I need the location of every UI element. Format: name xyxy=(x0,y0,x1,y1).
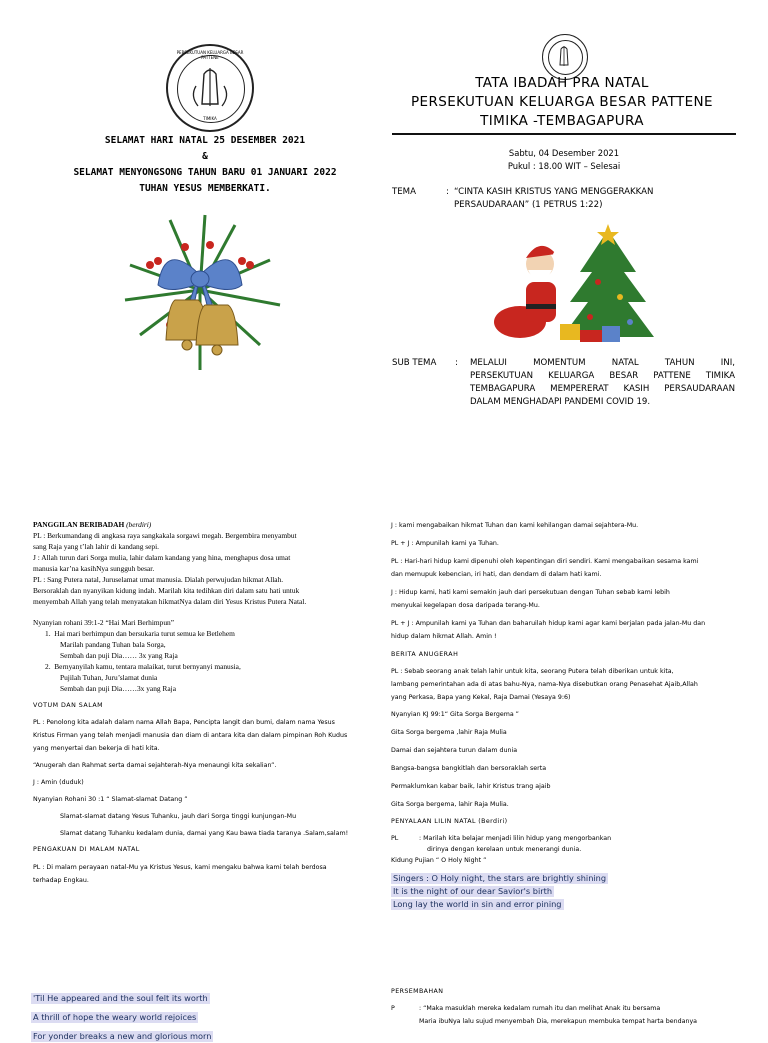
christmas-tree xyxy=(562,224,654,337)
right-column xyxy=(391,519,741,912)
confession-pl-j2-b: hidup dalam hikmat Allah. Amin ! xyxy=(391,633,497,640)
panggilan-section xyxy=(33,519,375,694)
votum-heading: VOTUM DAN SALAM xyxy=(33,702,104,709)
lilin-heading: PENYALAAN LILIN NATAL (Berdiri) xyxy=(391,818,508,825)
song-30-line-2: Slamat datang Tuhanku kedalam dunia, damai yang Kau bawa tiada taranya .Salam,salam! xyxy=(60,830,349,837)
pengakuan-heading: PENGAKUAN DI MALAM NATAL xyxy=(33,846,140,853)
berita-heading: BERITA ANUGERAH xyxy=(391,651,459,658)
subtema-label: SUB TEMA xyxy=(392,358,437,368)
lilin-pl xyxy=(391,832,741,845)
confession-j2-a: J : Hidup kami, hati kami semakin jauh dari persekutuan dengan Tuhan sebab kami lebih xyxy=(391,589,670,596)
lilin-line-a: : Marilah kita belajar menjadi lilin hidup yang mengorbankan xyxy=(419,835,612,842)
votum-pl-a: PL : Penolong kita adalah dalam nama Allah Bapa, Pencipta langit dan bumi, dalam nama Yesus xyxy=(33,719,335,726)
logo-emblem-small xyxy=(543,35,586,78)
panggilan-j1b: manusia kar’na kasihNya sungguh besar. xyxy=(33,564,155,573)
berita-line-a: PL : Sebab seorang anak telah lahir untuk kita, seorang Putera telah diberikan untuk kita, xyxy=(391,668,674,675)
lilin-pl-label: PL xyxy=(391,835,399,842)
song-30-title: Nyanyian Rohani 30 :1 “ Slamat-slamat Datang ” xyxy=(33,796,188,803)
verse2-line-c: Sembah dan puji Dia……3x yang Raja xyxy=(60,684,176,693)
greeting-blessing: TUHAN YESUS MEMBERKATI. xyxy=(139,183,271,194)
tema-line-2: PERSAUDARAAN” (1 PETRUS 1:22) xyxy=(454,200,603,210)
berita-line-b: lambang pemerintahan ada di atas bahu-Nya, nama-Nya disebutkan orang Penasehat Ajaib,Allah xyxy=(391,681,698,688)
logo-ring-text: PERSEKUTUAN KELUARGA BESAR PATTENE xyxy=(176,50,244,60)
golden-bells xyxy=(166,300,238,355)
subtema-colon: : xyxy=(455,358,458,368)
title-line-2: PERSEKUTUAN KELUARGA BESAR PATTENE xyxy=(411,94,713,110)
confession-pl2-a: PL : Hari-hari hidup kami dipenuhi oleh kepentingan diri sendiri. Kami mengabaikan sesama kami xyxy=(391,558,699,565)
o-holy-night-line-3: Long lay the world in sin and error pining xyxy=(393,899,562,909)
santa-tree-illustration xyxy=(490,222,655,350)
tema-colon: : xyxy=(446,187,449,197)
subtema-text xyxy=(470,357,735,409)
panggilan-pl1a: PL : Berkumandang di angkasa raya sangkakala sorgawi megah. Bergembira menyambut xyxy=(33,531,297,540)
verse1-line-c: Sembah dan puji Dia…… 3x yang Raja xyxy=(60,651,178,660)
o-holy-night-line-2: It is the night of our dear Savior's birth xyxy=(393,886,553,896)
kj99-line-5: Gita Sorga bergema, lahir Raja Mulia. xyxy=(391,801,509,808)
kj99-title: Nyanyian KJ 99:1“ Gita Sorga Bergema ” xyxy=(391,711,519,718)
greeting-new-year: SELAMAT MENYONGSONG TAHUN BARU 01 JANUARI 2022 xyxy=(73,167,337,178)
subtema-line-3: TEMBAGAPURA MEMPERERAT KASIH PERSAUDARAAN xyxy=(470,384,735,394)
persembahan-p: P xyxy=(391,1005,395,1012)
tema-label: TEMA xyxy=(392,187,416,197)
title-line-3: TIMIKA -TEMBAGAPURA xyxy=(480,113,644,129)
logo-bottom-text: TIMIKA xyxy=(203,116,217,121)
tema-text xyxy=(454,186,744,212)
song-39-title: Nyanyian rohani 39:1-2 “Hai Mari Berhimpun” xyxy=(33,618,174,627)
votum-pl-c: yang menyertai dan bekerja di hati kita. xyxy=(33,745,160,752)
bottom-left-lyrics xyxy=(31,986,331,1043)
kj99-line-3: Bangsa-bangsa bangkitlah dan bersoraklah serta xyxy=(391,765,547,772)
verse2-line-b: Pujilah Tuhan, Juru’slamat dunia xyxy=(60,673,158,682)
lyric-line-6: For yonder breaks a new and glorious morn xyxy=(33,1031,212,1041)
pattene-logo-left xyxy=(166,44,254,132)
song-39-verse-2: 2. Bernyanyilah kamu, tentara malaikat, turut bernyanyi manusia, Pujilah Tuhan, Juru’slamat dunia Sembah dan puji Dia……3x yang Raja xyxy=(33,661,375,694)
votum-pl-b: Kristus Firman yang telah menjadi manusia dan diam di antara kita dan dalam pimpinan Roh Kudus xyxy=(33,732,348,739)
pine-branches xyxy=(125,215,280,370)
panggilan-pl1b: sang Raja yang t’lah lahir di kandang sepi. xyxy=(33,542,160,551)
votum-anugerah: “Anugerah dan Rahmat serta damai sejahterah-Nya menaungi kita sekalian”. xyxy=(33,762,277,769)
lilin-line-b: dirinya dengan kerelaan untuk menerangi dunia. xyxy=(427,846,582,853)
panggilan-heading: PANGGILAN BERIBADAH (berdiri) xyxy=(33,520,152,529)
pengakuan-section xyxy=(33,843,378,887)
confession-j1: J : kami mengabaikan hikmat Tuhan dan kami kehilangan damai sejahtera-Mu. xyxy=(391,522,639,529)
panggilan-note: (berdiri) xyxy=(126,520,152,529)
confession-pl-j1: PL + J : Ampunilah kami ya Tuhan. xyxy=(391,540,499,547)
greeting-ampersand: & xyxy=(202,151,208,162)
service-datetime xyxy=(392,147,736,173)
song-30-line-1: Slamat-slamat datang Yesus Tuhanku, jauh dari Sorga tinggi kunjungan-Mu xyxy=(60,813,297,820)
santa-claus xyxy=(494,246,561,338)
confession-j2-b: menyukai kegelapan dosa daripada terang-Mu. xyxy=(391,602,540,609)
panggilan-pl2c: menyembah Allah yang telah menyatakan hikmatNya dalam diri Yesus Kristus Putera Natal. xyxy=(33,597,307,606)
pengakuan-pl-b: terhadap Engkau. xyxy=(33,877,89,884)
greeting-christmas: SELAMAT HARI NATAL 25 DESEMBER 2021 xyxy=(104,135,306,146)
o-holy-night-line-1: Singers : O Holy night, the stars are brightly shining xyxy=(393,873,607,883)
verse1-line-b: Marilah pandang Tuhan bala Sorga, xyxy=(60,640,166,649)
kj99-line-4: Permaklumkan kabar baik, lahir Kristus trang ajaib xyxy=(391,783,551,790)
kidung-title: Kidung Pujian “ O Holy Night ” xyxy=(391,857,487,864)
confession-pl2-b: dan memupuk kebencian, iri hati, dan dendam di dalam hati kami. xyxy=(391,571,602,578)
subtema-line-4: DALAM MENGHADAPI PANDEMI COVID 19. xyxy=(470,397,651,407)
panggilan-pl2a: PL : Sang Putera natal, Juruselamat umat manusia. Dialah perwujudan hikmat Allah. xyxy=(33,575,284,584)
subtema-line-2: PERSEKUTUAN KELUARGA BESAR PATTENE TIMIKA xyxy=(470,371,735,381)
lyric-line-4: 'Til He appeared and the soul felt its worth xyxy=(33,993,208,1003)
lyric-line-5: A thrill of hope the weary world rejoices xyxy=(33,1012,197,1022)
kj99-line-1: Gita Sorga bergema ,lahir Raja Mulia xyxy=(391,729,507,736)
verse1-line-a: Hai mari berhimpun dan bersukaria turut semua ke Betlehem xyxy=(54,629,235,638)
kj99-line-2: Damai dan sejahtera turun dalam dunia xyxy=(391,747,518,754)
subtema-line-1: MELALUI MOMENTUM NATAL TAHUN INI, xyxy=(470,358,735,368)
verse2-line-a: Bernyanyilah kamu, tentara malaikat, turut bernyanyi manusia, xyxy=(54,662,241,671)
votum-amin: J : Amin (duduk) xyxy=(33,779,84,786)
service-title xyxy=(392,74,732,131)
persembahan-section xyxy=(391,985,741,1028)
header-divider xyxy=(392,133,736,135)
persembahan-line-2: Maria ibuNya lalu sujud menyembah Dia, merekapun membuka tempat harta bendanya xyxy=(419,1018,698,1025)
tema-line-1: “CINTA KASIH KRISTUS YANG MENGGERAKKAN xyxy=(454,187,654,197)
berita-line-c: yang Perkasa, Bapa yang Kekal, Raja Damai (Yesaya 9:6) xyxy=(391,694,571,701)
service-date: Sabtu, 04 Desember 2021 xyxy=(508,148,620,158)
service-time: Pukul : 18.00 WIT – Selesai xyxy=(507,161,621,171)
persembahan-line-1: P : “Maka masuklah mereka kedalam rumah itu dan melihat Anak itu bersama xyxy=(391,1005,661,1012)
persembahan-heading: PERSEMBAHAN xyxy=(391,988,444,995)
greeting-block xyxy=(20,133,390,197)
title-line-1: TATA IBADAH PRA NATAL xyxy=(475,75,649,91)
pengakuan-pl-a: PL : Di malam perayaan natal-Mu ya Kristus Yesus, kami mengaku bahwa kami telah berdosa xyxy=(33,864,327,871)
votum-section xyxy=(33,699,378,840)
panggilan-j1a: J : Allah turun dari Sorga mulia, lahir dalam kandang yang hina, menghapus dosa umat xyxy=(33,553,291,562)
panggilan-pl2b: Bersoraklah dan nyanyikan kidung indah. Marilah kita tedihkan diri dalam satu hati untuk xyxy=(33,586,300,595)
wreath-bells-illustration xyxy=(110,205,290,375)
song-39-verse-1: 1. Hai mari berhimpun dan bersukaria turut semua ke Betlehem Marilah pandang Tuhan bala Sorga, Sembah dan puji Dia…… 3x yang Raja xyxy=(33,628,375,661)
confession-pl-j2-a: PL + J : Ampunilah kami ya Tuhan dan baharuilah hidup kami agar kami berjalan pada jalan-Mu dan xyxy=(391,620,706,627)
